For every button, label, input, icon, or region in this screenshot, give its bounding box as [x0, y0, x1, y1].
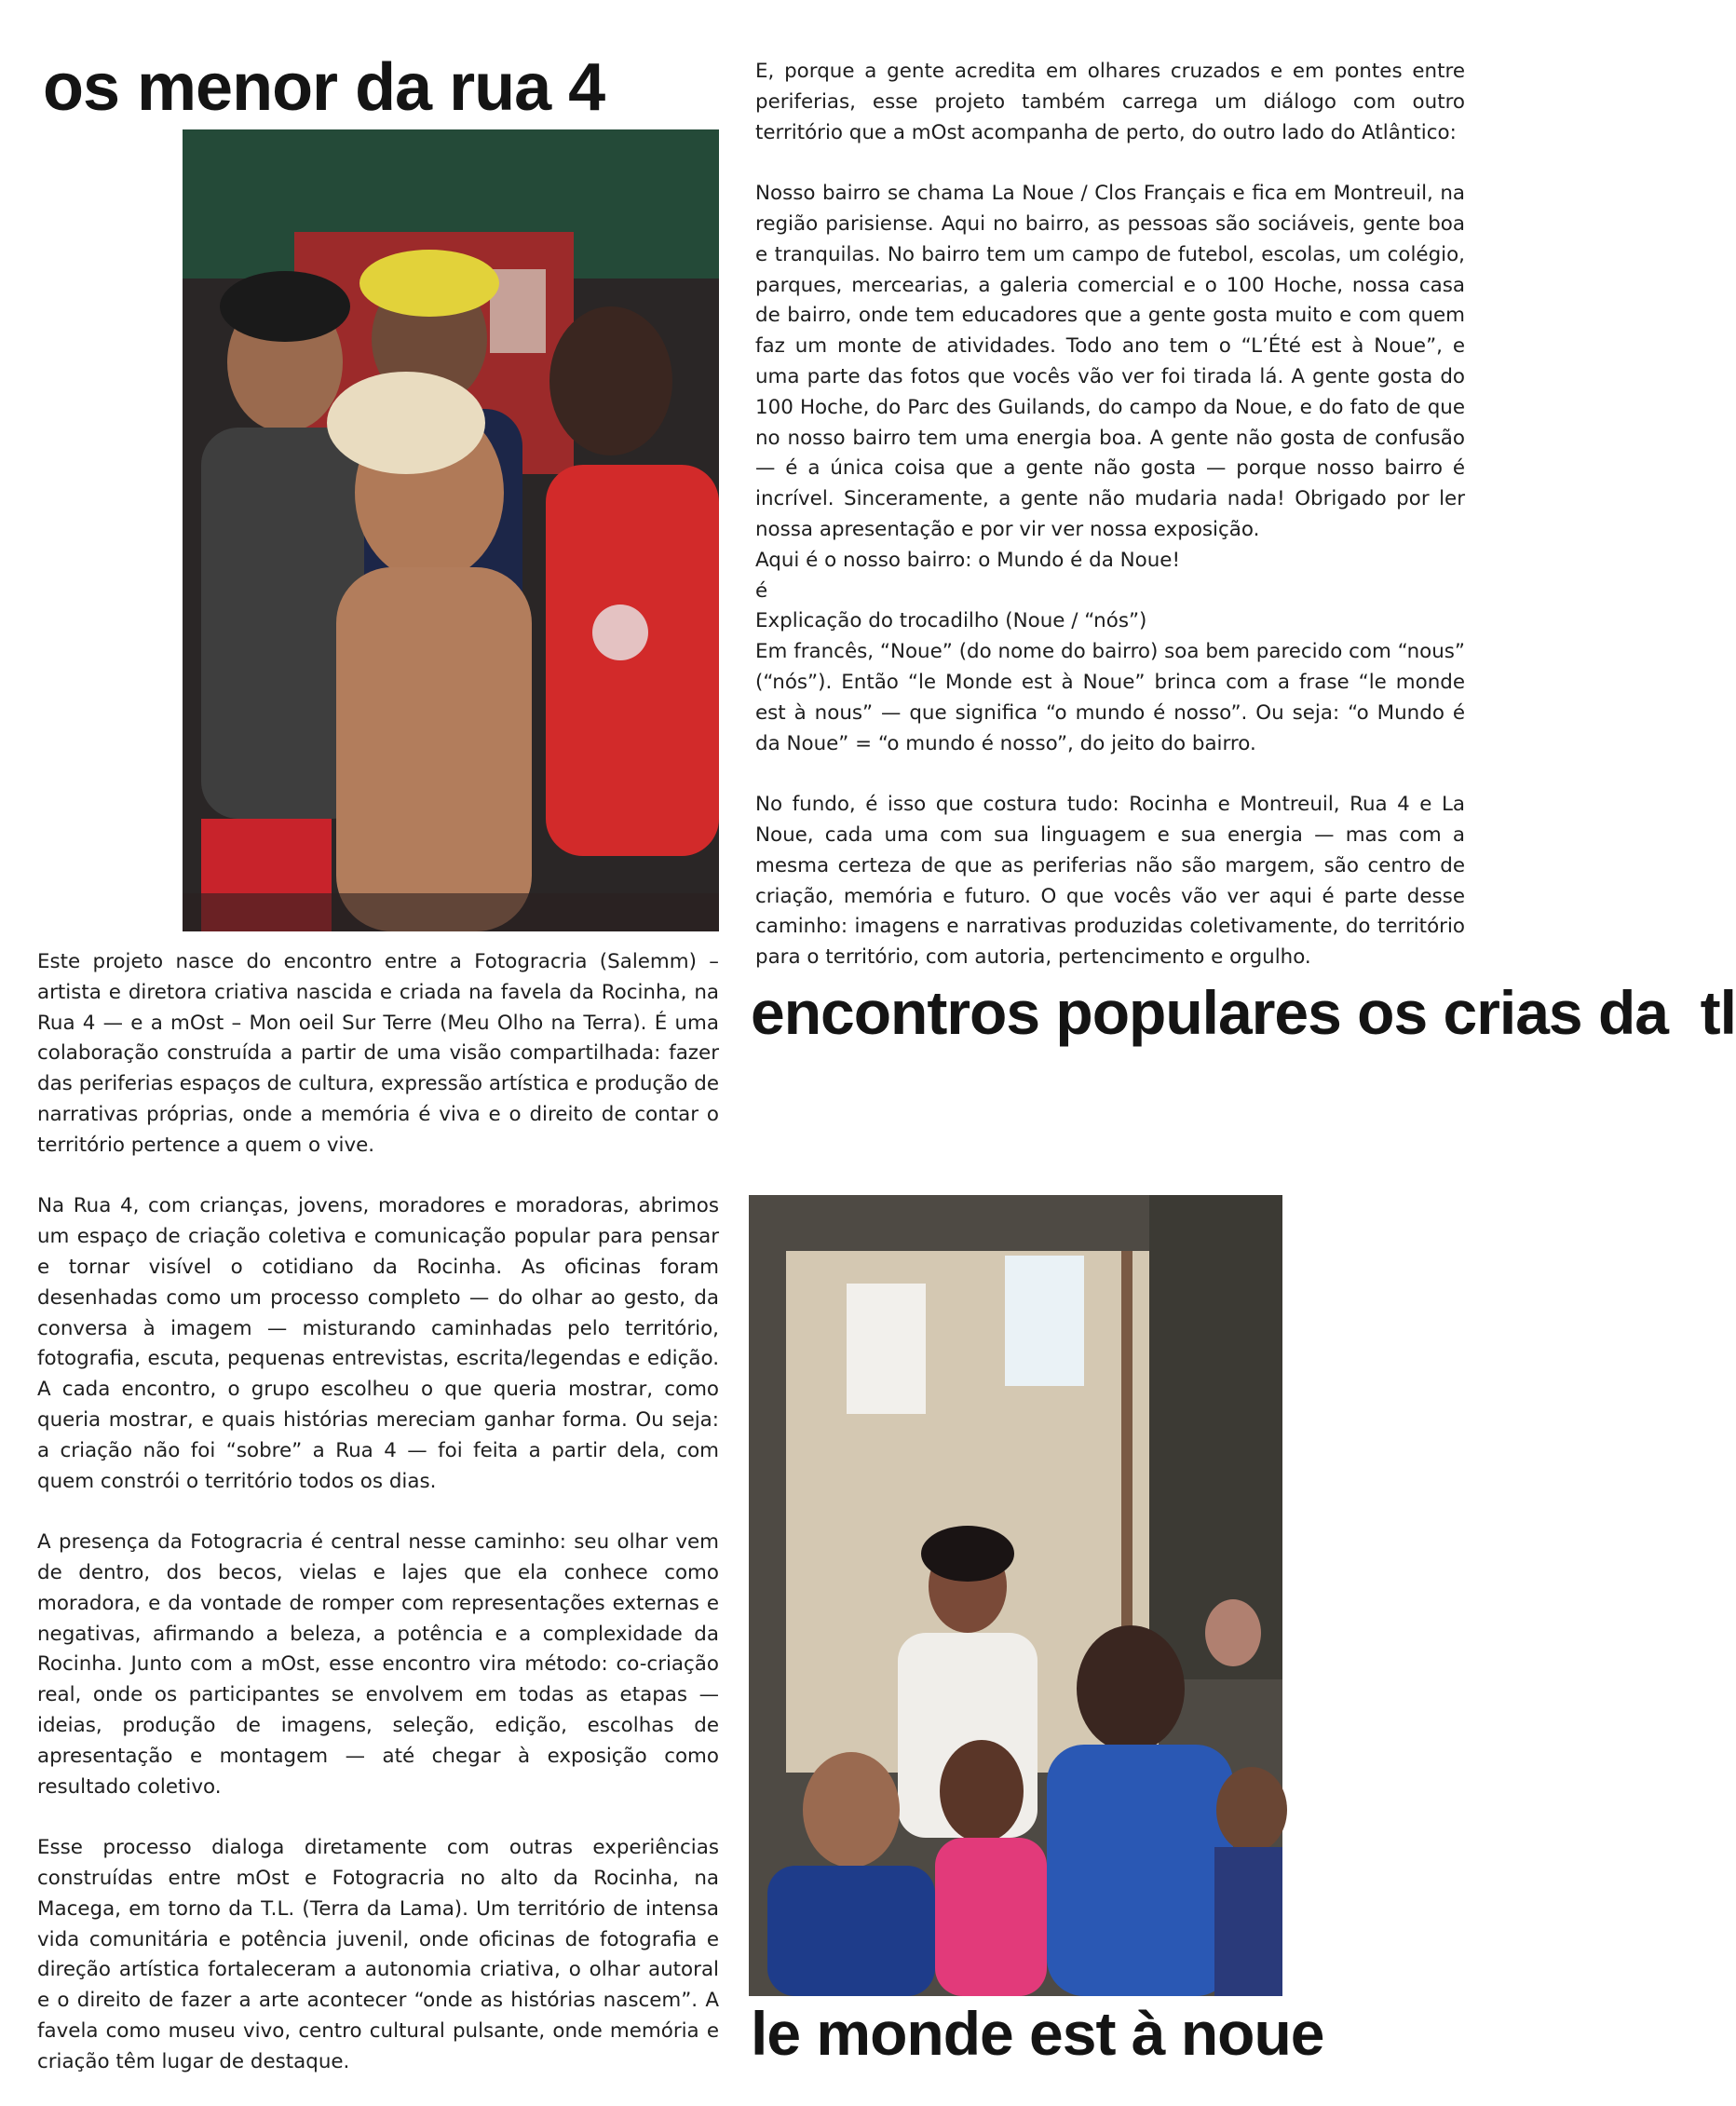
section-title — [751, 978, 1736, 1048]
paragraph: Esse processo dialoga diretamente com outras experiências construídas entre mOst e Fotogracria no alto da Rocinha, na Macega, em torno da T.L. (Terra da Lama). Um território de intensa vida comunitária e potência juvenil, onde oficinas de fotografia e direção artística fortaleceram a autonomia criativa, o olhar autoral e o direito de fazer a arte acontecer “onde as histórias nascem”. A favela como museu vivo, centro cultural pulsante, onde memória e criação têm lugar de destaque. — [37, 1836, 719, 2073]
noue-line: Explicação do trocadilho (Noue / “nós”) — [755, 609, 1147, 633]
noue-line: é — [755, 578, 768, 603]
pun-paragraph: Em francês, “Noue” (do nome do bairro) soa bem parecido com “nous” (“nós”). Então “le Monde est à Noue” brinca com a frase “le monde est à nous” — que significa “o mundo é nosso”. Ou seja: “o Mundo é da Noue” = “o mundo é nosso”, do jeito do bairro. — [755, 640, 1465, 755]
kids-rua-4-photo — [183, 129, 719, 931]
paragraph: Na Rua 4, com crianças, jovens, moradores e moradoras, abrimos um espaço de criação coletiva e comunicação popular para pensar e tornar visível o cotidiano da Rocinha. As oficinas foram desenhadas como um processo completo — do olhar ao gesto, da conversa à imagem — misturando caminhadas pelo território, fotografia, escuta, pequenas entrevistas, escrita/legendas e edição. A cada encontro, o grupo escolheu o que queria mostrar, como queria mostrar, e quais histórias mereciam ganhar forma. Ou seja: a criação não foi “sobre” a Rua 4 — foi feita a partir dela, com quem constrói o território todos os dias. — [37, 1194, 719, 1493]
paragraph: Este projeto nasce do encontro entre a Fotogracria (Salemm) – artista e diretora criativa nascida e criada na favela da Rocinha, na Rua 4 — e a mOst – Mon oeil Sur Terre (Meu Olho na Terra). É uma colaboração construída a partir de uma visão compartilhada: fazer das periferias espaços de cultura, expressão artística e produção de narrativas próprias, onde a memória é viva e o direito de contar o território pertence a quem o vive. — [37, 950, 719, 1157]
photo-illustration — [749, 1195, 1282, 1996]
noue-paragraph: Nosso bairro se chama La Noue / Clos Français e fica em Montreuil, na região parisiense. Aqui no bairro, as pessoas são sociáveis, gente boa e tranquilas. No bairro tem um campo de futebol, escolas, um colégio, parques, mercearias, a galeria comercial e o 100 Hoche, nossa casa de bairro, onde tem educadores que a gente gosta muito e com quem faz um monte de atividades. Todo ano tem o “L’Été est à Noue”, e uma parte das fotos que vocês vão ver foi tirada lá. A gente gosta do 100 Hoche, do Parc des Guilands, do campo da Noue, e do fato de que no nosso bairro tem uma energia boa. A gente não gosta de confusão — é a única coisa que a gente não gosta — porque nosso bairro é incrível. Sinceramente, a gente não mudaria nada! Obrigado por ler nossa apresentação e por vir ver nossa exposição. — [755, 182, 1465, 541]
section-title-line-1: encontros — [751, 978, 1040, 1047]
closing-title: le monde est à noue — [751, 1999, 1324, 2068]
paragraph: A presença da Fotogracria é central nesse caminho: seu olhar vem de dentro, dos becos, vielas e lajes que ela conhece como moradora, e da vontade de romper com representações externas e negativas, afirmando a beleza, a potência e a complexidade da Rocinha. Junto com a mOst, esse encontro vira método: co-criação real, onde os participantes se envolvem em todas as etapas — ideias, produção de imagens, seleção, edição, escolhas de apresentação e montagem — até chegar à exposição como resultado coletivo. — [37, 1530, 719, 1799]
paragraph: E, porque a gente acredita em olhares cruzados e em pontes entre periferias, esse projeto também carrega um diálogo com outro território que a mOst acompanha de perto, do outro lado do Atlântico: — [755, 60, 1465, 144]
section-title-line-3: os crias da tl — [1357, 978, 1736, 1047]
section-title-line-2: populares — [1055, 978, 1341, 1047]
photo-illustration — [183, 129, 719, 931]
main-title: os menor da rua 4 — [43, 50, 605, 125]
noue-block — [755, 179, 1465, 759]
kids-tl-photo — [749, 1195, 1282, 1996]
project-text — [37, 947, 719, 2077]
dialogue-text — [755, 57, 1465, 973]
paragraph: No fundo, é isso que costura tudo: Rocinha e Montreuil, Rua 4 e La Noue, cada uma com sua linguagem e sua energia — mas com a mesma certeza de que as periferias não são margem, são centro de criação, memória e futuro. O que vocês vão ver aqui é parte desse caminho: imagens e narrativas produzidas coletivamente, do território para o território, com autoria, pertencimento e orgulho. — [755, 793, 1465, 970]
noue-line: Aqui é o nosso bairro: o Mundo é da Noue! — [755, 548, 1181, 572]
